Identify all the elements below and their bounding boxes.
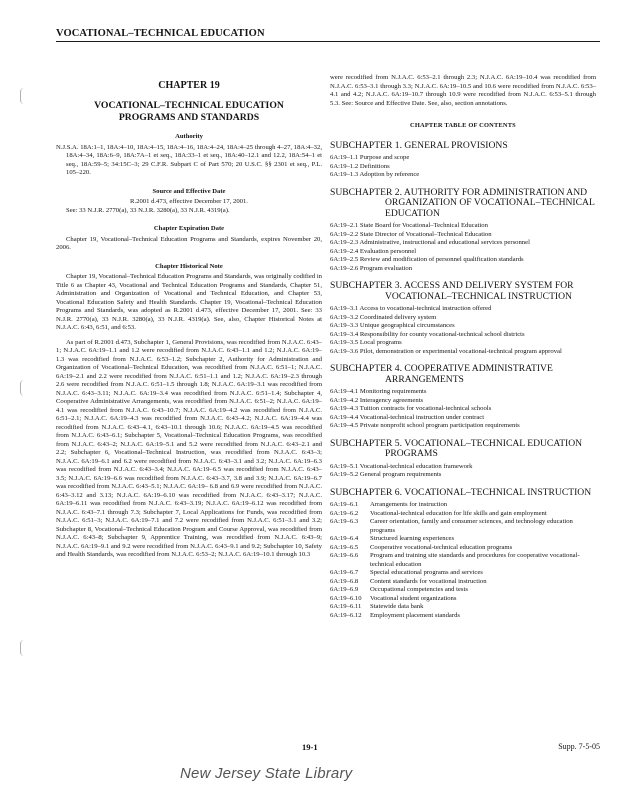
toc-entry: 6A:19–3.5 Local programs bbox=[330, 339, 402, 346]
subchapter-title: SUBCHAPTER 2. AUTHORITY FOR ADMINISTRATION AND ORGANIZATION OF VOCATIONAL–TECHNICAL EDUCATION bbox=[330, 186, 595, 219]
toc-entry bbox=[330, 586, 596, 595]
expiration-text: Chapter 19, Vocational–Technical Education Programs and Standards, expires November 20, 2006. bbox=[56, 235, 322, 251]
subchapter-title: SUBCHAPTER 4. COOPERATIVE ADMINISTRATIVE ARRANGEMENTS bbox=[330, 363, 553, 385]
subchapter-6-title: SUBCHAPTER 6. VOCATIONAL–TECHNICAL INSTRUCTION bbox=[330, 486, 592, 498]
toc-entry: 6A:19–2.2 State Director of Vocational–Technical Education bbox=[330, 230, 492, 238]
subchapter-title: SUBCHAPTER 3. ACCESS AND DELIVERY SYSTEM FOR VOCATIONAL–TECHNICAL INSTRUCTION bbox=[330, 280, 574, 302]
left-column bbox=[56, 80, 322, 560]
toc-entry-text: Structured learning experiences bbox=[370, 535, 455, 542]
authority-heading: Authority bbox=[175, 133, 203, 140]
toc-entry-number: 6A:19–6.10 bbox=[330, 594, 362, 602]
toc-entry-number: 6A:19–6.12 bbox=[330, 611, 362, 619]
toc-entry-text: Employment placement standards bbox=[370, 611, 460, 619]
historical-heading: Chapter Historical Note bbox=[155, 262, 223, 270]
page-number: 19-1 bbox=[302, 742, 318, 752]
toc-entry-number: 6A:19–6.9 bbox=[330, 586, 359, 593]
historical-text-1: Chapter 19, Vocational–Technical Education Programs and Standards, was originally codified in Title 6 as Chapter 43, Vocational and Technical Education Programs and Standards, Chapter 51, Administration and Organization of Vocational and Technical Education, and Chapter 53, Vocational Education Safety and Health Standards. Chapter 19, Vocational–Technical Education Programs and Standards, was adopted as R.2001 d.473, effective December 17, 2001. See: 33 N.J.R. 2770(a), 33 N.J.R. 3280(a), 33 N.J.R. 4319(a). See, also, Chapter Historical Notes at N.J.A.C. 6:43, 6:51, and 6:53. bbox=[56, 273, 322, 331]
toc-entry: 6A:19–2.1 State Board for Vocational–Technical Education bbox=[330, 222, 488, 229]
toc-entry: 6A:19–2.4 Evaluation personnel bbox=[330, 247, 417, 255]
toc-entry: 6A:19–3.2 Coordinated delivery system bbox=[330, 313, 437, 321]
library-stamp: New Jersey State Library bbox=[180, 765, 353, 782]
toc-entry bbox=[330, 501, 596, 510]
toc-entry-text: Content standards for vocational instruction bbox=[370, 577, 487, 585]
chapter-title-line-1: VOCATIONAL–TECHNICAL EDUCATION bbox=[94, 100, 284, 111]
historical-text-2: As part of R.2001 d.473, Subchapter 1, General Provisions, was recodified from N.J.A.C. 6:43–1; N.J.A.C. 6A:19–1.1 and 1.2 were recodified from N.J.A.C. 6:43–1.1 and 1.2; N.J.A.C. 6A:19–1.3 was recodified from N.J.A.C. 6:53–1.2; Subchapter 2, Authority for Administration and Organization of Vocational–Technical Education, was recodified from N.J.A.C. 6:51–1; N.J.A.C. 6A:19–2.1 and 2.2 were recodified from N.J.A.C. 6:51–1.1 and 1.2; N.J.A.C. 6A:19–2.3 through 2.6 were recodified from N.J.A.C. 6:51–1.5 through 1.8; N.J.A.C. 6A:19–3.1 was recodified from N.J.A.C. 6:43–3.11; N.J.A.C. 6A:19–3.4 was recodified from N.J.A.C. 6:51–1.4; Subchapter 4, Cooperative Administrative Arrangements, was recodified from N.J.A.C. 6:51–2; N.J.A.C. 6A:19–4.1 was recodified from N.J.A.C. 6:43–10.7; N.J.A.C. 6A:19–4.2 was recodified from N.J.A.C. 6:51–2.1; N.J.A.C. 6A:19–4.3 was recodified from N.J.A.C. 6:43–4.2; N.J.A.C. 6A:19–4.4 was recodified from N.J.A.C. 6:43–4.1, 6:43–10.1 through 10.6; N.J.A.C. 6A:19–4.5 was recodified from N.J.A.C. 6:43–6.1; Subchapter 5, Vocational–Technical Education Programs, was recodified from N.J.A.C. 6:43–2; N.J.A.C. 6A:19–5.1 and 5.2 were recodified from N.J.A.C. 6:43–2.1 and 2.2; Subchapter 6, Vocational–Technical Instruction, was recodified from N.J.A.C. 6:43–3; N.J.A.C. 6A:19–6.1 and 6.2 were recodified from N.J.A.C. 6:43–3.1 and 3.2; N.J.A.C. 6A:19–6.3 was recodified from N.J.A.C. 6:43–3.4; N.J.A.C. 6A:19–6.5 was recodified from N.J.A.C. 6:43–3.5; N.J.A.C. 6A:19–6.6 was recodified from N.J.A.C. 6:43–3.7, 3.8 and 3.9; N.J.A.C. 6A:19–6.7 was recodified from N.J.A.C. 6:43–5.1; N.J.A.C. 6A:19– 6.8 and 6.9 were recodified from N.J.A.C. 6:43–3.12 and 3.13; N.J.A.C. 6A:19–6.10 was recodified from N.J.A.C. 6:43–3.17; N.J.A.C. 6A:19–6.11 was recodified from N.J.A.C. 6:43–3.19; N.J.A.C. 6A:19–6.12 was recodified from N.J.A.C. 6:43–7.1 through 7.3; Subchapter 7, Local Applications for Funds, was recodified from N.J.A.C. 6:51–3; N.J.A.C. 6A:19–7.1 and 7.2 were recodified from N.J.A.C. 6:51–3.1 and 3.2; Subchapter 8, Vocational–Technical Education Program and Course Approval, was recodified from N.J.A.C. 6:43–8; Subchapter 9, Apprentice Training, was recodified from N.J.A.C. 6:43–9; N.J.A.C. 6A:19–9.1 and 9.2 were recodified from N.J.A.C. 6:43–9.1 and 9.2; Subchapter 10, Safety and Health Standards, was recodified from N.J.A.C. 6:53–2; N.J.A.C. 6A:19–10.1 through 10.3 bbox=[56, 338, 322, 558]
source-text-1: R.2001 d.473, effective December 17, 2001. bbox=[130, 198, 248, 205]
toc-entry: 6A:19–2.5 Review and modification of personnel qualification standards bbox=[330, 256, 524, 263]
running-header: VOCATIONAL–TECHNICAL EDUCATION bbox=[56, 28, 265, 39]
toc-entry: 6A:19–3.1 Access to vocational-technical instruction offered bbox=[330, 305, 492, 312]
toc-entry-text: Vocational student organizations bbox=[370, 594, 457, 602]
toc-entry-number: 6A:19–6.4 bbox=[330, 535, 359, 542]
toc-entry: 6A:19–4.4 Vocational-technical instruction under contract bbox=[330, 413, 485, 421]
toc-entry-number: 6A:19–6.2 bbox=[330, 509, 359, 517]
toc-entry: 6A:19–1.2 Definitions bbox=[330, 162, 390, 170]
toc-entry bbox=[330, 595, 596, 604]
toc-entry-number: 6A:19–6.7 bbox=[330, 569, 359, 576]
expiration-heading: Chapter Expiration Date bbox=[153, 225, 225, 232]
toc-entry: 6A:19–3.4 Responsibility for county vocational-technical school districts bbox=[330, 330, 525, 338]
toc-entry: 6A:19–4.2 Interagency agreements bbox=[330, 396, 424, 404]
table-of-contents bbox=[330, 141, 596, 480]
toc-entry-text: Cooperative vocational-technical education programs bbox=[370, 543, 513, 551]
toc-entry-text: Vocational-technical education for life skills and gain employment bbox=[370, 509, 547, 517]
authority-text: N.J.S.A. 18A:1–1, 18A:4–10, 18A:4–15, 18A:4–16, 18A:4–24, 18A:4–25 through 4–27, 18A:4–32, 18A:4–34, 18A:6–9, 18A:7A–1 et seq., 18A:33–1 et seq., 18A:40–12.1 and 12.2, 18A:54–1 et seq., 18A:59–5; 34:15C–3; 29 C.F.R. Subpart C of Part 570; 20 U.S.C. §§ 2301 et seq., P.L. 105–220. bbox=[56, 143, 322, 176]
toc-entry-text: Program and training site standards and procedures for cooperative vocational-technical education bbox=[370, 552, 580, 568]
toc-entry-text: Arrangements for instruction bbox=[370, 501, 448, 508]
subchapter-title: SUBCHAPTER 5. VOCATIONAL–TECHNICAL EDUCATION PROGRAMS bbox=[330, 437, 583, 459]
toc-entry-number: 6A:19–6.11 bbox=[330, 603, 362, 610]
toc-entry-text: Career orientation, family and consumer sciences, and technology education programs bbox=[370, 518, 573, 534]
right-column bbox=[330, 74, 596, 620]
toc-entry: 6A:19–5.2 General program requirements bbox=[330, 471, 442, 478]
toc-entry: 6A:19–4.3 Tuition contracts for vocational-technical schools bbox=[330, 405, 492, 412]
binding-mark bbox=[20, 88, 31, 104]
source-heading: Source and Effective Date bbox=[152, 187, 226, 195]
subchapter-title: SUBCHAPTER 1. GENERAL PROVISIONS bbox=[330, 139, 508, 151]
toc-entry bbox=[330, 612, 596, 621]
subchapter-6-entries bbox=[330, 501, 596, 620]
supplement-date: Supp. 7-5-05 bbox=[558, 742, 600, 751]
toc-entry: 6A:19–1.3 Adoption by reference bbox=[330, 171, 420, 178]
toc-entry bbox=[330, 578, 596, 587]
toc-entry bbox=[330, 544, 596, 553]
chapter-title-line-2: PROGRAMS AND STANDARDS bbox=[118, 111, 260, 123]
historical-continuation: were recodified from N.J.A.C. 6:53–2.1 through 2.3; N.J.A.C. 6A:19–10.4 was recodified from N.J.A.C. 6:53–3.1 through 3.3; N.J.A.C. 6A:19–10.5 and 10.6 were recodified from N.J.A.C. 6:53–4.1 and 4.2; N.J.A.C. 6A:19–10.7 through 10.9 were recodified from N.J.A.C. 6:53–5.1 through 5.3. See: Source and Effective Date. See, also, section annotations. bbox=[330, 74, 596, 107]
toc-entry: 6A:19–2.6 Program evaluation bbox=[330, 264, 413, 272]
toc-entry-number: 6A:19–6.8 bbox=[330, 577, 359, 585]
toc-entry bbox=[330, 518, 596, 535]
toc-entry: 6A:19–4.1 Monitoring requirements bbox=[330, 388, 427, 395]
toc-entry-number: 6A:19–6.6 bbox=[330, 552, 359, 559]
chapter-title bbox=[56, 100, 322, 123]
toc-entry bbox=[330, 569, 596, 578]
toc-entry bbox=[330, 510, 596, 519]
toc-entry-text: Occupational competencies and tests bbox=[370, 586, 468, 593]
toc-entry bbox=[330, 552, 596, 569]
chapter-number: CHAPTER 19 bbox=[158, 80, 220, 91]
toc-entry: 6A:19–3.3 Unique geographical circumstances bbox=[330, 322, 455, 329]
source-text-2: See: 33 N.J.R. 2770(a), 33 N.J.R. 3280(a), 33 N.J.R. 4319(a). bbox=[66, 206, 230, 214]
binding-mark bbox=[20, 380, 31, 396]
toc-entry-text: Statewide data bank bbox=[370, 603, 424, 610]
toc-entry-number: 6A:19–6.5 bbox=[330, 543, 359, 551]
toc-entry bbox=[330, 535, 596, 544]
binding-mark bbox=[20, 640, 31, 656]
toc-entry: 6A:19–1.1 Purpose and scope bbox=[330, 154, 410, 161]
toc-entry: 6A:19–5.1 Vocational-technical education framework bbox=[330, 462, 473, 470]
toc-entry-text: Special educational programs and services bbox=[370, 569, 483, 576]
toc-heading: CHAPTER TABLE OF CONTENTS bbox=[410, 122, 516, 129]
toc-entry-number: 6A:19–6.3 bbox=[330, 518, 359, 525]
toc-entry: 6A:19–3.6 Pilot, demonstration or experimental vocational-technical program approval bbox=[330, 347, 562, 355]
header-rule bbox=[56, 41, 600, 42]
toc-entry bbox=[330, 603, 596, 612]
toc-entry: 6A:19–2.3 Administrative, instructional and educational services personnel bbox=[330, 239, 530, 246]
toc-entry-number: 6A:19–6.1 bbox=[330, 501, 359, 508]
toc-entry: 6A:19–4.5 Private nonprofit school program participation requirements bbox=[330, 422, 520, 429]
